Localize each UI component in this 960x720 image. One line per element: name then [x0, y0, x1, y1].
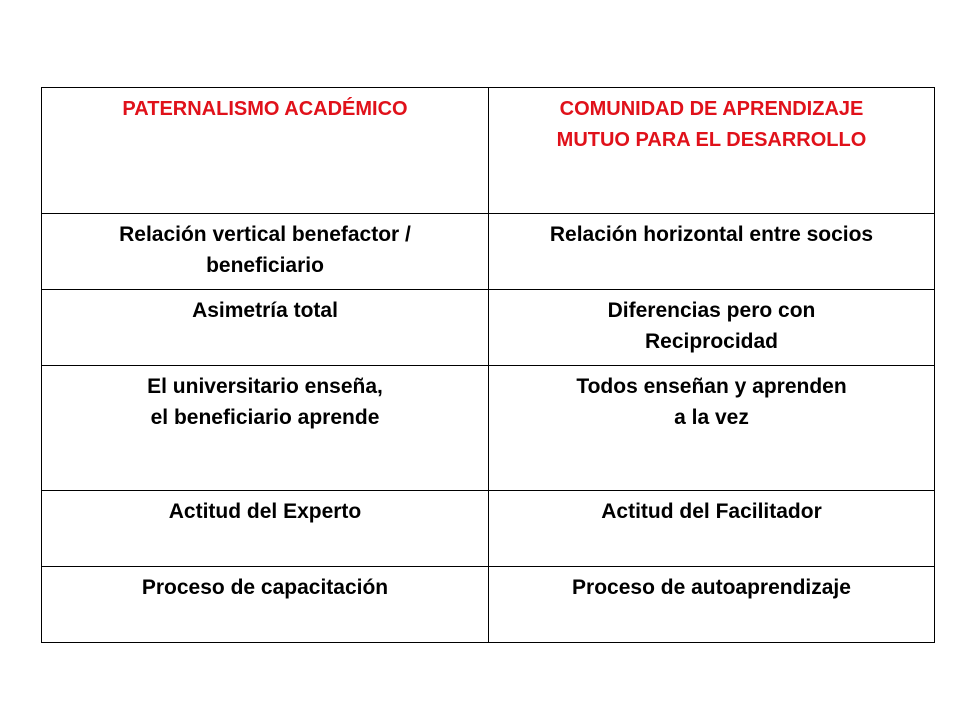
- cell-left: Proceso de capacitación: [42, 567, 489, 643]
- comparison-table: [41, 87, 935, 643]
- cell-right: Proceso de autoaprendizaje: [489, 567, 935, 643]
- cell-left: Asimetría total: [42, 290, 489, 366]
- cell-left: El universitario enseña, el beneficiario aprende: [42, 366, 489, 491]
- table-row: [42, 567, 935, 643]
- cell-right: Relación horizontal entre socios: [489, 214, 935, 290]
- cell-left: Relación vertical benefactor / beneficiario: [42, 214, 489, 290]
- cell-left: Actitud del Experto: [42, 491, 489, 567]
- cell-right: Todos enseñan y aprenden a la vez: [489, 366, 935, 491]
- table-row: [42, 491, 935, 567]
- table-row: [42, 214, 935, 290]
- cell-right: Diferencias pero con Reciprocidad: [489, 290, 935, 366]
- cell-right: Actitud del Facilitador: [489, 491, 935, 567]
- table-row: [42, 290, 935, 366]
- table-header-row: [42, 88, 935, 214]
- table-row: [42, 366, 935, 491]
- header-paternalismo: PATERNALISMO ACADÉMICO: [42, 88, 489, 214]
- header-comunidad: COMUNIDAD DE APRENDIZAJE MUTUO PARA EL DESARROLLO: [489, 88, 935, 214]
